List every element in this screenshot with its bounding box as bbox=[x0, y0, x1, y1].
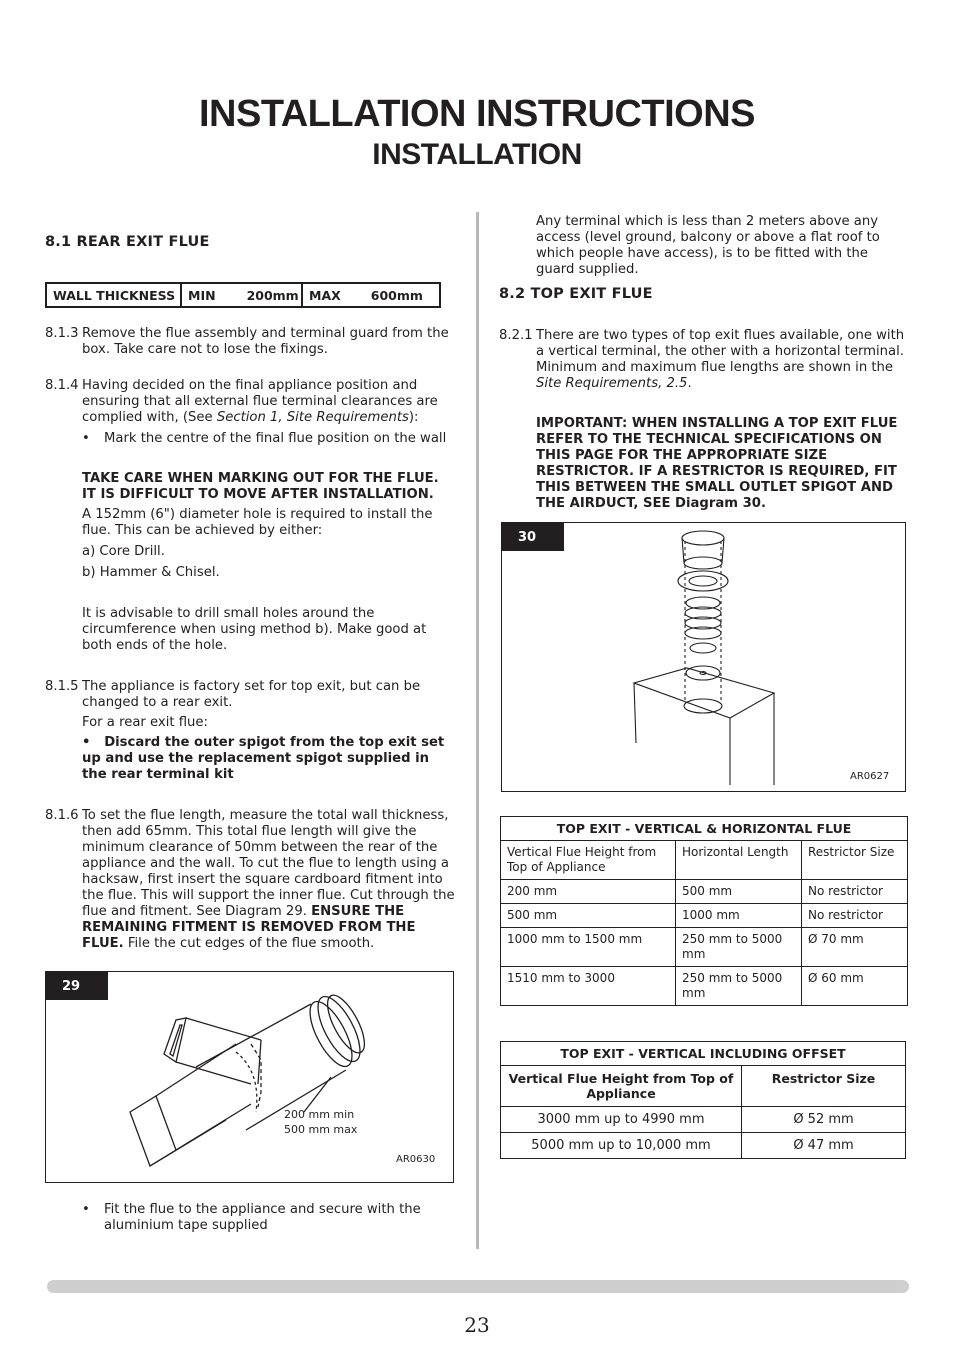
table-cell: No restrictor bbox=[802, 904, 908, 928]
table-row bbox=[501, 904, 908, 928]
para-text-end: . bbox=[687, 376, 692, 391]
para-8-1-6 bbox=[45, 808, 455, 952]
para-text: To set the flue length, measure the total wall thickness, then add 65mm. This total flue length will give the minimum clearance of 50mm between the rear of the appliance and the wall. To cut the flue to length using a hacksaw, first insert the square cardboard fitment into the flue. This will support the inner flue. Cut through the flue and fitment. See Diagram 29. bbox=[82, 808, 455, 919]
page-number: 23 bbox=[464, 1313, 490, 1337]
para-text-end: ): bbox=[408, 410, 419, 425]
label-min: 200 mm min bbox=[284, 1108, 355, 1121]
para-bold: ENSURE THE REMAINING FITMENT IS REMOVED FROM THE FLUE. bbox=[82, 904, 416, 951]
figure-ref: AR0627 bbox=[850, 771, 890, 782]
table-cell: No restrictor bbox=[802, 880, 908, 904]
page-subtitle: INSTALLATION bbox=[372, 138, 582, 171]
top-exit-flue-diagram bbox=[502, 523, 905, 791]
max-value: 600mm bbox=[370, 287, 423, 303]
para-8-1-3 bbox=[45, 326, 455, 358]
column-header: Horizontal Length bbox=[676, 841, 802, 880]
footer-bar bbox=[47, 1280, 909, 1293]
wall-thickness-max bbox=[303, 284, 439, 306]
table-row bbox=[501, 880, 908, 904]
column-header: Restrictor Size bbox=[742, 1066, 906, 1107]
para-number: 8.1.6 bbox=[45, 808, 79, 823]
para-text: The appliance is factory set for top exit, but can be changed to a rear exit. bbox=[82, 679, 421, 710]
table-cell: 200 mm bbox=[501, 880, 676, 904]
para-number: 8.1.3 bbox=[45, 326, 79, 341]
option-b: b) Hammer & Chisel. bbox=[82, 565, 220, 580]
table-title: TOP EXIT - VERTICAL INCLUDING OFFSET bbox=[501, 1042, 906, 1066]
column-header: Vertical Flue Height from Top of Appliance bbox=[501, 841, 676, 880]
table-cell: 5000 mm up to 10,000 mm bbox=[501, 1133, 742, 1159]
final-bullet bbox=[82, 1202, 452, 1234]
cut-length-labels bbox=[284, 1107, 357, 1137]
table-cell: 500 mm bbox=[501, 904, 676, 928]
table-row bbox=[501, 928, 908, 967]
table-header-row bbox=[501, 841, 908, 880]
flue-cutting-diagram bbox=[46, 972, 453, 1182]
vertical-horizontal-flue-table bbox=[500, 816, 908, 1006]
figure-30 bbox=[501, 522, 906, 792]
para-italic: Section 1, Site Requirements bbox=[216, 410, 409, 425]
min-label: MIN bbox=[188, 287, 216, 303]
table-row bbox=[501, 1133, 906, 1159]
max-label: MAX bbox=[309, 287, 341, 303]
table-cell: 1000 mm to 1500 mm bbox=[501, 928, 676, 967]
table-cell: Ø 47 mm bbox=[742, 1133, 906, 1159]
column-divider bbox=[476, 212, 479, 1249]
para-number: 8.1.4 bbox=[45, 378, 79, 393]
para-text-end: File the cut edges of the flue smooth. bbox=[123, 936, 375, 951]
para-text: Remove the flue assembly and terminal guard from the box. Take care not to lose the fixings. bbox=[82, 326, 449, 357]
advise-text: It is advisable to drill small holes around the circumference when using method b). Make good at both ends of the hole. bbox=[82, 606, 427, 653]
para-number: 8.1.5 bbox=[45, 679, 79, 694]
page-title: INSTALLATION INSTRUCTIONS bbox=[198, 93, 756, 135]
wall-thickness-table bbox=[45, 282, 441, 308]
left-column-text bbox=[45, 326, 455, 952]
option-a: a) Core Drill. bbox=[82, 544, 165, 559]
min-value: 200mm bbox=[246, 287, 299, 303]
vertical-offset-flue-table bbox=[500, 1041, 906, 1159]
label-max: 500 mm max bbox=[284, 1123, 358, 1136]
bullet-item: • Mark the centre of the final flue position on the wall bbox=[82, 431, 455, 447]
section-heading-8-1: 8.1 REAR EXIT FLUE bbox=[45, 234, 210, 250]
hole-text: A 152mm (6") diameter hole is required to install the flue. This can be achieved by either: bbox=[82, 507, 433, 538]
table-cell: Ø 70 mm bbox=[802, 928, 908, 967]
rear-exit-intro: For a rear exit flue: bbox=[82, 715, 208, 730]
section-heading-8-2: 8.2 TOP EXIT FLUE bbox=[499, 286, 653, 302]
figure-number: 30 bbox=[502, 523, 564, 551]
para-text: Having decided on the final appliance position and ensuring that all external flue terminal clearances are complied with, (See bbox=[82, 378, 438, 425]
table-title: TOP EXIT - VERTICAL & HORIZONTAL FLUE bbox=[501, 817, 908, 841]
table-row bbox=[501, 1107, 906, 1133]
para-8-1-5 bbox=[45, 679, 455, 783]
table-header-row bbox=[501, 1066, 906, 1107]
table-cell: 250 mm to 5000 mm bbox=[676, 928, 802, 967]
important-note: IMPORTANT: WHEN INSTALLING A TOP EXIT FLUE REFER TO THE TECHNICAL SPECIFICATIONS ON THIS PAGE FOR THE APPROPRIATE SIZE RESTRICTOR. IF A RESTRICTOR IS REQUIRED, FIT THIS BETWEEN THE SMALL OUTLET SPIGOT AND THE AIRDUCT, SEE Diagram 30. bbox=[536, 416, 898, 511]
figure-ref: AR0630 bbox=[396, 1154, 436, 1165]
bullet-item: • Discard the outer spigot from the top exit set up and use the replacement spigot supplied in the rear terminal kit bbox=[82, 735, 445, 782]
table-cell: Ø 52 mm bbox=[742, 1107, 906, 1133]
table-cell: 1510 mm to 3000 bbox=[501, 967, 676, 1006]
para-number: 8.2.1 bbox=[499, 328, 533, 343]
table-row bbox=[501, 967, 908, 1006]
right-column-text bbox=[499, 328, 907, 512]
wall-thickness-min bbox=[182, 284, 303, 306]
caution-text: TAKE CARE WHEN MARKING OUT FOR THE FLUE. IT IS DIFFICULT TO MOVE AFTER INSTALLATION. bbox=[82, 471, 439, 502]
figure-number: 29 bbox=[46, 972, 108, 1000]
terminal-guard-text: Any terminal which is less than 2 meters above any access (level ground, balcony or above a flat roof to which people have access), is to be fitted with the guard supplied. bbox=[536, 214, 880, 277]
column-header: Restrictor Size bbox=[802, 841, 908, 880]
column-header: Vertical Flue Height from Top of Appliance bbox=[501, 1066, 742, 1107]
table-cell: 3000 mm up to 4990 mm bbox=[501, 1107, 742, 1133]
para-italic: Site Requirements, 2.5 bbox=[536, 376, 688, 391]
para-text: There are two types of top exit flues available, one with a vertical terminal, the other with a horizontal terminal. Minimum and maximum flue lengths are shown in the bbox=[536, 328, 905, 375]
table-cell: 500 mm bbox=[676, 880, 802, 904]
wall-thickness-label: WALL THICKNESS bbox=[47, 284, 182, 306]
para-8-2-1 bbox=[499, 328, 907, 392]
table-cell: Ø 60 mm bbox=[802, 967, 908, 1006]
table-cell: 1000 mm bbox=[676, 904, 802, 928]
para-8-1-4 bbox=[45, 378, 455, 447]
table-cell: 250 mm to 5000 mm bbox=[676, 967, 802, 1006]
bullet-item: • Fit the flue to the appliance and secure with the aluminium tape supplied bbox=[82, 1202, 452, 1234]
figure-29 bbox=[45, 971, 454, 1183]
